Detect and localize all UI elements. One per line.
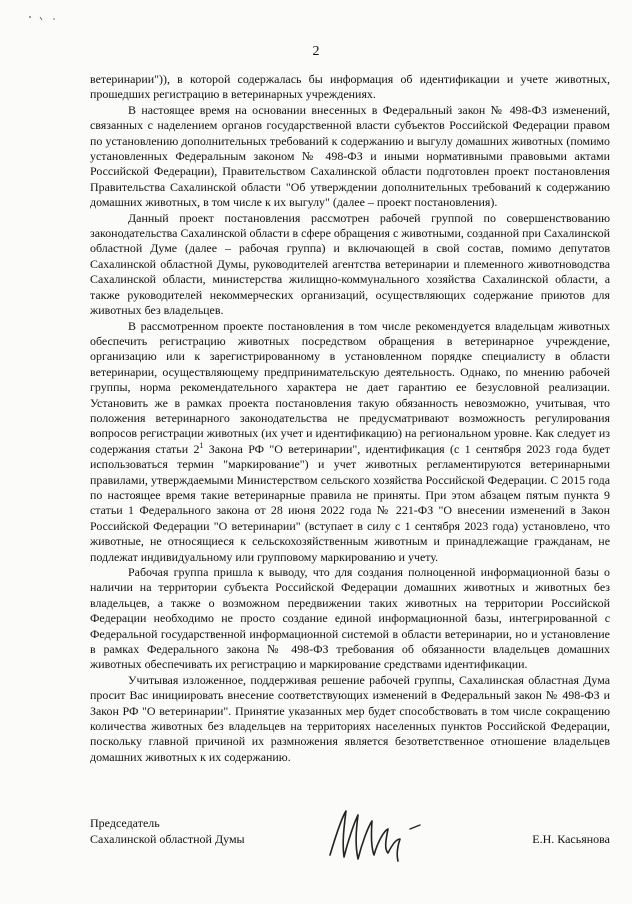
scan-marks xyxy=(28,14,58,24)
paragraph-registration-part1: В рассмотренном проекте постановления в том числе рекомендуется владельцам животных обеспечить регистрацию животных посредством обращения в ветеринарное учреждение, организацию или к зарегистрированному в установленном порядке специалисту в области ветеринарии, осуществляющему предпринимательскую деятельность. Однако, по мнению рабочей группы, норма рекомендательного характера не дает гарантию ее безусловной реализации. Установить же в рамках проекта постановления такую обязанность невозможно, учитывая, что положения ветеринарного законодательства не предусматривают возможность регулирования вопросов регистрации животных (их учет и идентификацию) на региональном уровне. Как следует из содержания статьи 2 xyxy=(90,318,610,456)
paragraph-registration xyxy=(90,319,610,566)
paragraph-draft-resolution: В настоящее время на основании внесенных в Федеральный закон № 498-ФЗ изменений, связанных с наделением органов государственной власти субъектов Российской Федерации правом по установлению дополнительных требований к содержанию и выгулу домашних животных (помимо установленных Федеральным законом № 498-ФЗ и иными нормативными правовыми актами Российской Федерации), Правительством Сахалинской области подготовлен проект постановления Правительства Сахалинской области "Об утверждении дополнительных требований к содержанию домашних животных, в том числе к их выгулу" (далее – проект постановления). xyxy=(90,102,610,210)
superscript-article: 1 xyxy=(199,440,204,450)
signer-title-line1: Председатель xyxy=(90,816,160,830)
handwritten-signature xyxy=(322,805,432,867)
paragraph-request: Учитывая изложенное, поддерживая решение рабочей группы, Сахалинская областная Дума просит Вас инициировать внесение соответствующих изменений в Федеральный закон № 498-ФЗ и Закон РФ "О ветеринарии". Принятие указанных мер будет способствовать в том числе сокращению количества животных без владельцев на территориях населенных пунктов Российской Федерации, поскольку главной причиной их размножения является безответственное отношение владельцев домашних животных к их содержанию. xyxy=(90,672,610,764)
letter-body xyxy=(90,72,610,765)
paragraph-conclusion: Рабочая группа пришла к выводу, что для создания полноценной информационной базы о наличии на территории субъекта Российской Федерации домашних животных и животных без владельцев, а также о возможном передвижении таких животных на территории Российской Федерации необходимо не просто создание единой информационной базы, интегрированной с Федеральной государственной информационной системой в области ветеринарии, но и установление в рамках Федерального закона № 498-ФЗ требования об обязанности владельцев домашних животных обеспечивать их регистрацию и маркирование средствами идентификации. xyxy=(90,565,610,672)
paragraph-registration-part2: Закона РФ "О ветеринарии", идентификация (с 1 сентября 2023 года будет использоваться термин "маркирование") и учет животных регламентируются ветеринарными правилами, утверждаемыми Министерством сельского хозяйства Российской Федерации. С 2015 года по настоящее время такие ветеринарные правила не приняты. При этом абзацем пятым пункта 9 статьи 1 Федерального закона от 28 июня 2022 года № 221-ФЗ "О внесении изменений в Закон Российской Федерации "О ветеринарии" (вступает в силу с 1 сентября 2023 года) установлено, что животные, не относящиеся к сельскохозяйственным животным и принадлежащие гражданам, не подлежат индивидуальному или групповому маркированию и учету. xyxy=(90,441,610,564)
signer-title-line2: Сахалинской областной Думы xyxy=(90,832,245,846)
paragraph-continuation: ветеринарии")), в которой содержалась бы информация об идентификации и учете животных, прошедших регистрацию в ветеринарных учреждениях. xyxy=(90,72,610,102)
page-number: 2 xyxy=(312,44,320,59)
paragraph-working-group: Данный проект постановления рассмотрен рабочей группой по совершенствованию законодательства Сахалинской области в сфере обращения с животными, созданной при Сахалинской областной Думе (далее – рабочая группа) и включающей в свой состав, помимо депутатов Сахалинской областной Думы, руководителей агентства ветеринарии и племенного животноводства Сахалинской области, министерства жилищно-коммунального хозяйства Сахалинской области, а также руководителей некоммерческих организаций, осуществляющих содержание приютов для животных без владельцев. xyxy=(90,210,610,318)
signer-title xyxy=(90,815,245,847)
signer-name: Е.Н. Касьянова xyxy=(532,832,610,846)
signature-block xyxy=(90,815,610,865)
